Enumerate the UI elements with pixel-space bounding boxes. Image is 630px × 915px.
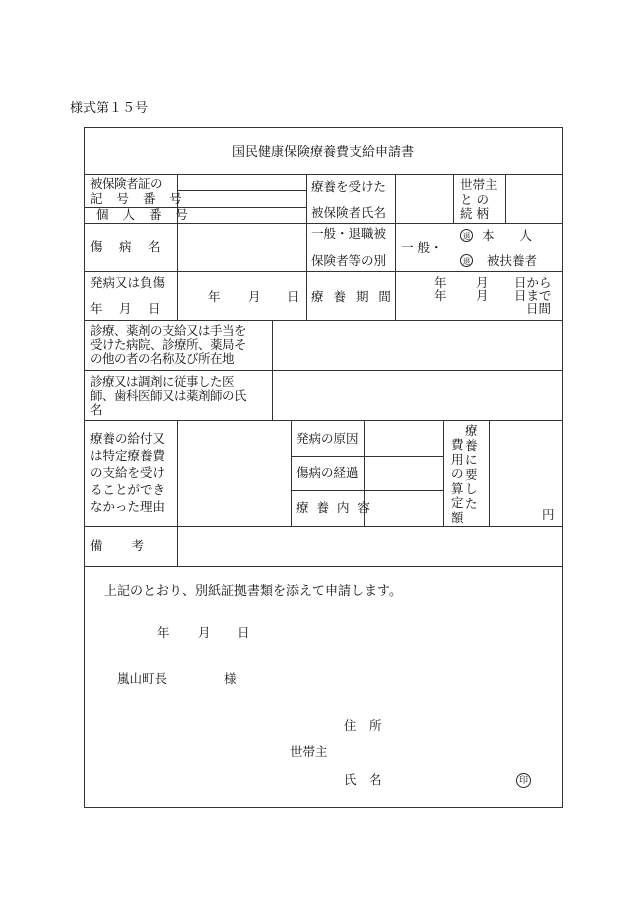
period-from-year: 年: [434, 275, 447, 290]
course-label: 傷病の経過: [296, 465, 359, 480]
reason-label-line1: 療養の給付又: [90, 431, 166, 446]
cause-label: 発病の原因: [296, 431, 359, 446]
hospital-field[interactable]: [273, 321, 562, 370]
hospital-label-line3: の他の者の名称及び所在地: [90, 351, 235, 366]
form-number: 様式第１５号: [70, 101, 149, 116]
injury-name-field[interactable]: [178, 224, 305, 271]
injury-name-label: 傷 病 名: [90, 239, 161, 254]
general-option[interactable]: 一 般・: [401, 240, 443, 255]
divider-title: [84, 174, 563, 175]
declaration-text: 上記のとおり、別紙証拠書類を添えて申請します。: [104, 584, 402, 599]
retire-mark-dependent: 退: [460, 254, 473, 267]
category-label-line1: 一般・退職被: [311, 226, 387, 241]
hospital-label-line2: 受けた病院、診療所、薬局そ: [90, 337, 247, 352]
remarks-field[interactable]: [178, 527, 562, 566]
retire-mark-self: 退: [460, 229, 473, 242]
cost-label-column-1: 療養に要した: [465, 423, 478, 511]
mayor-addressee: 嵐山町長: [117, 671, 168, 686]
name-label: 氏 名: [344, 772, 382, 787]
cause-field[interactable]: [365, 421, 442, 456]
insurance-card-symbol-field[interactable]: [178, 175, 305, 190]
dependent-option[interactable]: 被扶養者: [487, 253, 538, 268]
reason-label-line4: ることができ: [90, 482, 166, 497]
category-label-line2: 保険者等の別: [311, 253, 387, 268]
hospital-label-line1: 診療、薬剤の支給又は手当を: [90, 323, 247, 338]
relation-label-line1: 世帯主: [460, 177, 498, 192]
period-days-label: 日間: [526, 301, 552, 316]
onset-month-unit: 月: [248, 289, 261, 304]
onset-label-line1: 発病又は負傷: [90, 275, 166, 290]
form-title: 国民健康保険療養費支給申請書: [232, 145, 415, 160]
reason-field[interactable]: [178, 421, 290, 526]
insurance-card-label-line1: 被保険者証の: [90, 176, 163, 191]
onset-label-line2: 年 月 日: [90, 301, 161, 316]
reason-label-line3: の支給を受け: [90, 465, 166, 480]
cost-label-column-2: 費用の算定額: [451, 437, 464, 525]
householder-label: 世帯主: [290, 744, 328, 759]
relation-label-line2: と の: [460, 192, 489, 207]
col-relation-label: [453, 174, 454, 223]
insurance-card-number-field[interactable]: [178, 191, 305, 207]
treated-person-name-field[interactable]: [396, 175, 452, 223]
divider-remarks: [84, 566, 563, 567]
treated-person-label-line1: 療養を受けた: [311, 179, 387, 194]
date-month-unit: 月: [198, 625, 211, 640]
divider-row2: [84, 271, 563, 272]
relation-field[interactable]: [506, 175, 562, 223]
remarks-label: 備 考: [90, 538, 144, 553]
period-to-label: 日まで: [514, 288, 552, 303]
yen-unit: 円: [542, 507, 555, 522]
date-year-unit: 年: [157, 625, 170, 640]
period-to-year: 年: [434, 288, 447, 303]
onset-day-unit: 日: [287, 289, 300, 304]
content-label: 療 養 内 容: [296, 500, 372, 515]
col-label-2: [306, 174, 307, 320]
personal-number-label: 個 人 番 号: [96, 207, 193, 222]
treated-person-label-line2: 被保険者氏名: [311, 205, 387, 220]
doctor-label-line3: 名: [90, 402, 103, 417]
address-field[interactable]: [390, 714, 550, 736]
reason-label-line2: は特定療養費: [90, 448, 166, 463]
address-label: 住 所: [344, 718, 382, 733]
name-field[interactable]: [390, 768, 500, 790]
self-option[interactable]: 本 人: [482, 228, 533, 243]
period-label: 療 養 期 間: [311, 289, 394, 304]
doctor-label-line2: 師、歯科医師又は薬剤師の氏: [90, 388, 247, 403]
period-from-label: 日から: [514, 275, 552, 290]
period-from-month: 月: [476, 275, 489, 290]
period-to-month: 月: [476, 288, 489, 303]
col-cause-label: [291, 420, 292, 526]
content-field[interactable]: [365, 491, 442, 526]
doctor-field[interactable]: [273, 371, 562, 420]
col-cost-label: [443, 420, 444, 526]
reason-label-line5: なかった理由: [90, 499, 166, 514]
date-day-unit: 日: [237, 625, 250, 640]
divider-row1: [84, 223, 563, 224]
doctor-label-line1: 診療又は調剤に従事した医: [90, 374, 235, 389]
personal-number-field[interactable]: [178, 208, 305, 223]
course-field[interactable]: [365, 457, 442, 490]
honorific-sama: 様: [224, 671, 237, 686]
seal-mark: 印: [516, 773, 531, 788]
insurance-card-label-line2: 記 号 番 号: [90, 191, 187, 206]
onset-year-unit: 年: [208, 289, 221, 304]
relation-label-line3: 続 柄: [460, 206, 489, 221]
